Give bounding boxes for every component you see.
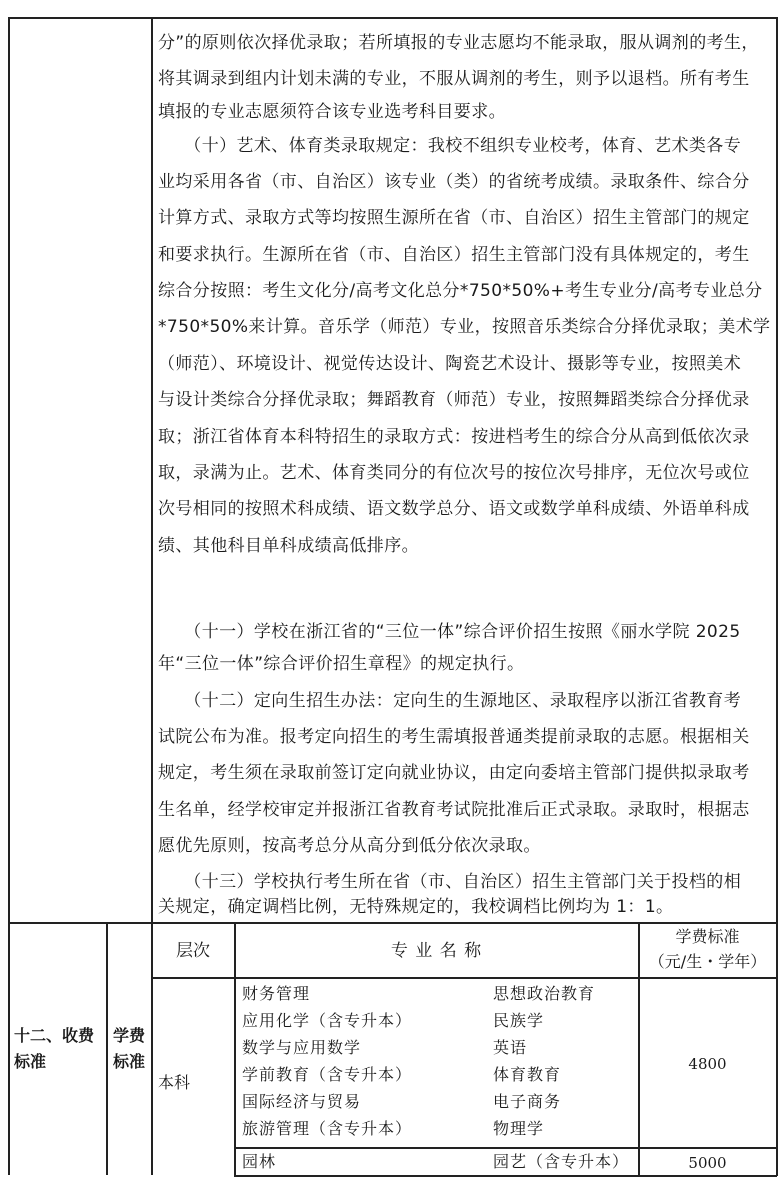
rules-line: 综合分按照：考生文化分/高考文化总分*750*50%+考生专业分/高考专业总分 bbox=[158, 281, 763, 301]
major-right: 物理学 bbox=[493, 1119, 545, 1138]
fee-value: 5000 bbox=[688, 1154, 727, 1172]
rules-line: （十二）定向生招生办法：定向生的生源地区、录取程序以浙江省教育考 bbox=[158, 691, 742, 711]
major-left: 园林 bbox=[242, 1152, 277, 1171]
rules-line: 规定，考生须在录取前签订定向就业协议，由定向委培主管部门提供拟录取考 bbox=[158, 763, 750, 783]
rules-line: （十一）学校在浙江省的“三位一体”综合评价招生按照《丽水学院 2025 bbox=[158, 622, 741, 642]
major-right: 民族学 bbox=[493, 1011, 545, 1030]
rules-line: （十三）学校执行考生所在省（市、自治区）招生主管部门关于投档的相 bbox=[158, 872, 742, 892]
rules-line: 试院公布为准。报考定向招生的考生需填报普通类提前录取的志愿。根据相关 bbox=[158, 727, 750, 747]
header-fee-line1: 学费标准 bbox=[675, 927, 740, 946]
major-left: 财务管理 bbox=[242, 984, 311, 1003]
major-left: 学前教育（含专升本） bbox=[242, 1065, 413, 1084]
major-right: 电子商务 bbox=[493, 1092, 562, 1111]
header-fee-line2: （元/生・学年） bbox=[648, 952, 767, 971]
header-level: 层次 bbox=[176, 941, 210, 961]
sub-label-line1: 学费 bbox=[113, 1026, 146, 1045]
rules-line: *750*50%来计算。音乐学（师范）专业，按照音乐类综合分择优录取；美术学 bbox=[158, 317, 771, 337]
major-right: 英语 bbox=[493, 1038, 528, 1057]
major-left: 国际经济与贸易 bbox=[242, 1092, 362, 1111]
header-major-name: 专 业 名 称 bbox=[390, 941, 483, 961]
section-label-line2: 标准 bbox=[14, 1052, 47, 1071]
section-label-line1: 十二、收费 bbox=[14, 1026, 95, 1045]
fee-value: 4800 bbox=[688, 1055, 727, 1073]
table-top-border bbox=[8, 17, 777, 19]
sub-label-line2: 标准 bbox=[113, 1052, 146, 1071]
rules-line: 愿优先原则，按高考总分从高分到低分依次录取。 bbox=[158, 836, 541, 856]
rules-line: 与设计类综合分择优录取；舞蹈教育（师范）专业，按照舞蹈类综合分择优录 bbox=[158, 390, 750, 410]
major-right: 园艺（含专升本） bbox=[493, 1152, 630, 1171]
rules-line: 分”的原则依次择优录取；若所填报的专业志愿均不能录取，服从调剂的考生， bbox=[158, 33, 759, 53]
rules-line: （十）艺术、体育类录取规定：我校不组织专业校考，体育、艺术类各专 bbox=[158, 136, 742, 156]
major-left: 数学与应用数学 bbox=[242, 1038, 362, 1057]
rules-line: 年“三位一体”综合评价招生章程》的规定执行。 bbox=[158, 654, 525, 674]
rules-line: 和要求执行。生源所在省（市、自治区）招生主管部门没有具体规定的，考生 bbox=[158, 245, 750, 265]
label-column-divider bbox=[151, 17, 153, 1175]
rules-line: 业均采用各省（市、自治区）该专业（类）的省统考成绩。录取条件、综合分 bbox=[158, 172, 750, 192]
rules-line: 生名单，经学校审定并报浙江省教育考试院批准后正式录取。录取时，根据志 bbox=[158, 800, 750, 820]
fee-header-bottom-border bbox=[151, 977, 777, 979]
rules-line: 关规定，确定调档比例，无特殊规定的，我校调档比例均为 1：1。 bbox=[158, 897, 674, 917]
table-bottom-border bbox=[234, 1175, 777, 1177]
table-left-border bbox=[8, 17, 10, 1175]
rules-line: 填报的专业志愿须符合该专业选考科目要求。 bbox=[158, 102, 506, 122]
rules-line: 取；浙江省体育本科特招生的录取方式：按进档考生的综合分从高到低依次录 bbox=[158, 427, 750, 447]
level-cell: 本科 bbox=[158, 1073, 191, 1092]
major-right: 思想政治教育 bbox=[493, 984, 596, 1003]
rules-line: 次号相同的按照术科成绩、语文数学总分、语文或数学单科成绩、外语单科成 bbox=[158, 499, 750, 519]
rules-line: 将其调录到组内计划未满的专业，不服从调剂的考生，则予以退档。所有考生 bbox=[158, 69, 750, 89]
major-left: 旅游管理（含专升本） bbox=[242, 1119, 413, 1138]
rules-line: 计算方式、录取方式等均按照生源所在省（市、自治区）招生主管部门的规定 bbox=[158, 208, 750, 228]
rules-line: （师范）、环境设计、视觉传达设计、陶瓷艺术设计、摄影等专业，按照美术 bbox=[158, 354, 742, 374]
fee-row-divider bbox=[234, 1147, 777, 1149]
fee-label-divider bbox=[106, 922, 108, 1175]
major-left: 应用化学（含专升本） bbox=[242, 1011, 413, 1030]
rules-line: 绩、其他科目单科成绩高低排序。 bbox=[158, 536, 419, 556]
major-right: 体育教育 bbox=[493, 1065, 562, 1084]
section-divider bbox=[8, 922, 777, 924]
rules-line: 取，录满为止。艺术、体育类同分的有位次号的按位次号排序，无位次号或位 bbox=[158, 463, 750, 483]
